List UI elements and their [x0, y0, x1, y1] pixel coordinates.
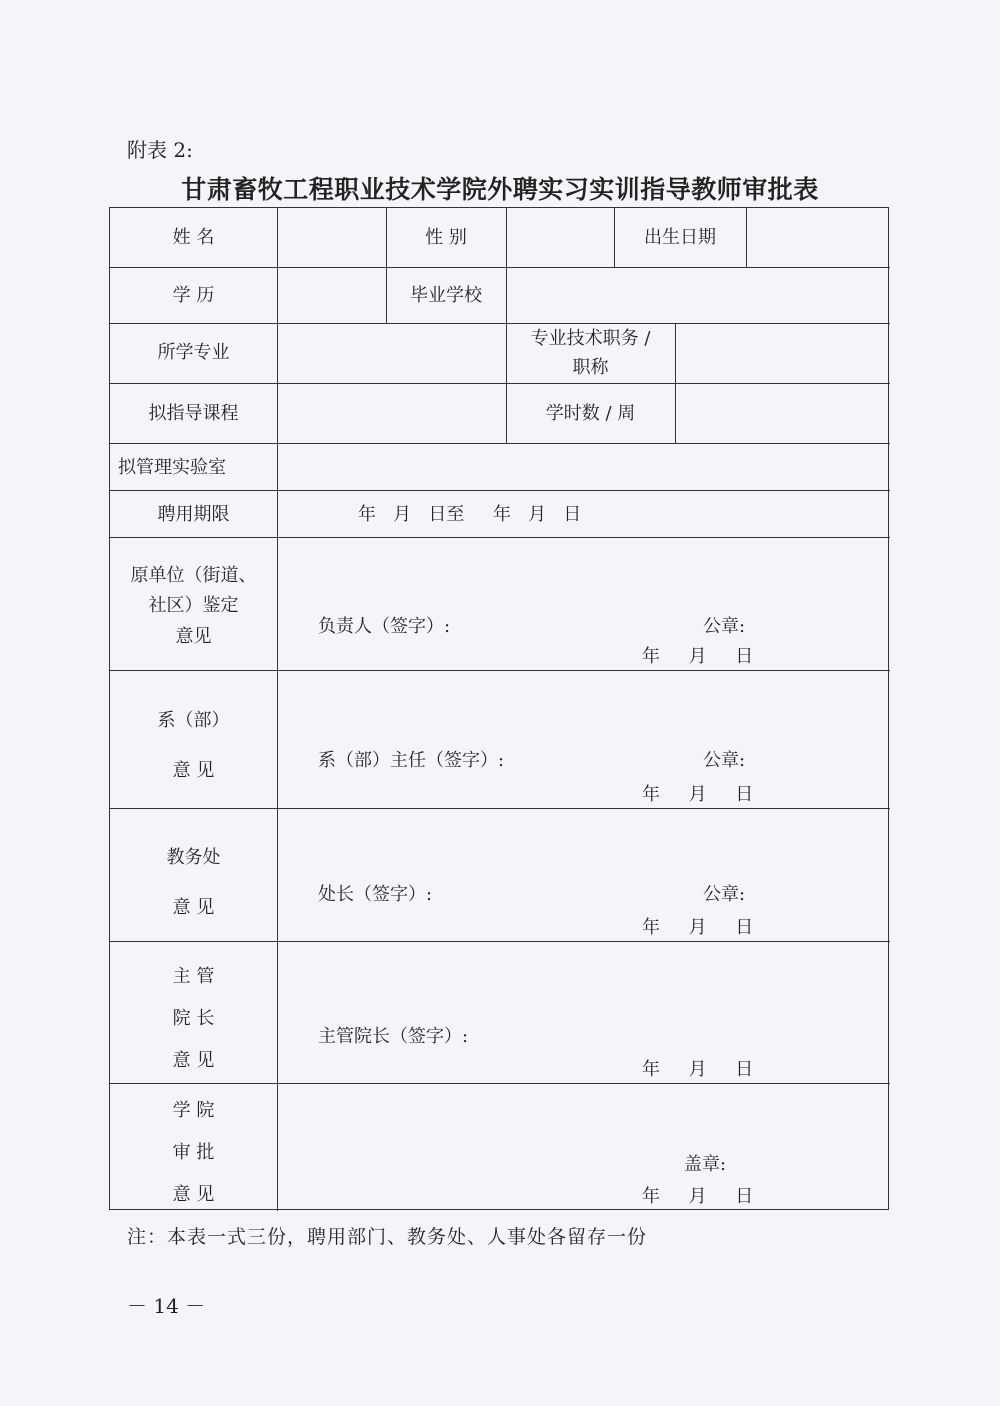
attachment-label: 附表 2: — [127, 138, 193, 162]
orig-unit-label-3: 意见 — [175, 626, 212, 647]
term-value: 年 月 日至 年 月 日 — [358, 504, 582, 525]
academic-signature-label: 处长（签字）: — [318, 884, 433, 905]
row-divider — [110, 941, 890, 942]
orig-unit-signature-label: 负责人（签字）: — [318, 616, 451, 637]
name-label: 姓 名 — [172, 227, 215, 248]
footnote: 注：本表一式三份，聘用部门、教务处、人事处各留存一份 — [127, 1226, 648, 1248]
orig-unit-label-2: 社区）鉴定 — [148, 595, 239, 616]
date-label: 年 月 日 — [642, 784, 754, 805]
row-divider — [110, 383, 890, 384]
row-divider — [110, 537, 890, 538]
date-label: 年 月 日 — [642, 1059, 754, 1080]
birth-date-label: 出生日期 — [644, 227, 716, 248]
stamp-label: 盖章: — [684, 1154, 727, 1175]
page-number: － 14 － — [127, 1294, 206, 1318]
col-divider — [506, 208, 507, 267]
hours-label: 学时数 / 周 — [545, 403, 636, 424]
date-label: 年 月 日 — [642, 917, 754, 938]
professional-title-label: 专业技术职务 / — [530, 328, 651, 349]
academic-label-1: 教务处 — [166, 847, 221, 868]
vp-label-1: 主 管 — [172, 966, 215, 987]
date-label: 年 月 日 — [642, 1186, 754, 1207]
term-label: 聘用期限 — [157, 504, 230, 525]
dept-signature-label: 系（部）主任（签字）: — [318, 750, 505, 771]
row-divider — [110, 1083, 890, 1084]
col-divider — [746, 208, 747, 267]
row-divider — [110, 670, 890, 671]
col-divider — [506, 267, 507, 323]
vp-label-2: 院 长 — [172, 1008, 215, 1029]
course-label: 拟指导课程 — [148, 403, 239, 424]
education-label: 学 历 — [172, 285, 215, 306]
seal-label: 公章: — [703, 750, 746, 771]
dept-label-1: 系（部） — [157, 710, 230, 731]
seal-label: 公章: — [703, 884, 746, 905]
seal-label: 公章: — [703, 616, 746, 637]
orig-unit-label-1: 原单位（街道、 — [130, 565, 257, 586]
college-label-1: 学 院 — [172, 1100, 215, 1121]
graduate-school-label: 毕业学校 — [410, 285, 482, 306]
col-divider — [675, 323, 676, 443]
professional-title-label-2: 职称 — [572, 357, 609, 378]
dept-label-2: 意 见 — [172, 760, 215, 781]
row-divider — [110, 267, 890, 268]
college-label-2: 审 批 — [172, 1142, 215, 1163]
college-label-3: 意 见 — [172, 1184, 215, 1205]
row-divider — [110, 323, 890, 324]
row-divider — [110, 443, 890, 444]
academic-label-2: 意 见 — [172, 897, 215, 918]
date-label: 年 月 日 — [642, 646, 754, 667]
gender-label: 性 别 — [425, 227, 467, 248]
form-title: 甘肃畜牧工程职业技术学院外聘实习实训指导教师审批表 — [181, 175, 819, 204]
row-divider — [110, 490, 890, 491]
row-divider — [110, 808, 890, 809]
vp-signature-label: 主管院长（签字）: — [318, 1026, 469, 1047]
col-divider — [277, 208, 278, 1211]
approval-form-table — [109, 207, 889, 1210]
lab-label: 拟管理实验室 — [118, 457, 226, 478]
major-label: 所学专业 — [157, 342, 230, 363]
vp-label-3: 意 见 — [172, 1050, 215, 1071]
